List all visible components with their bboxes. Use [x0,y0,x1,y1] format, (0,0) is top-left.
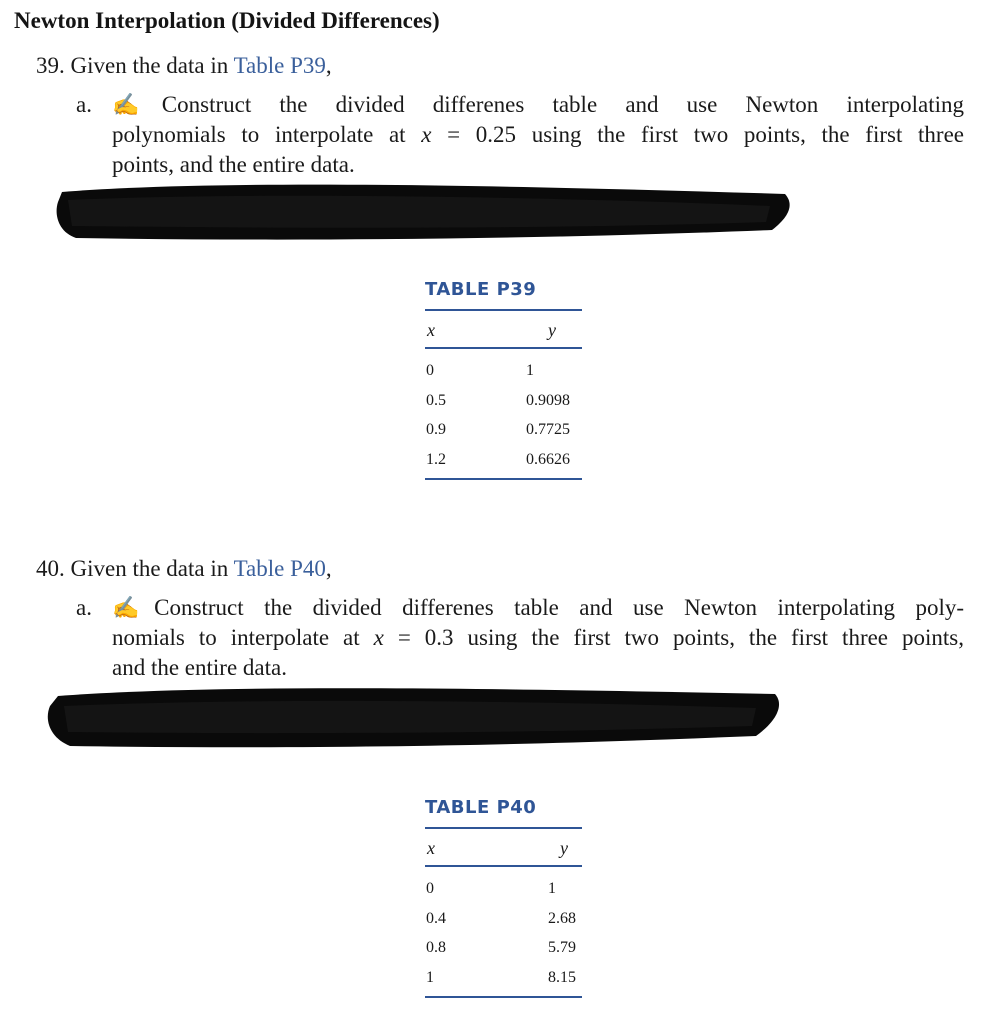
table-body [425,349,582,480]
problem-number: 40. [36,556,65,581]
table-p40 [425,797,582,998]
cell-y: 5.79 [548,939,576,956]
table-reference-link[interactable]: Table P40 [233,556,326,581]
cell-x: 0 [426,880,434,897]
part-a-line-2: polynomials to interpolate at x = 0.25 using the first two points, the first three [112,122,964,147]
column-header-y: y [560,838,568,858]
column-header-x: x [427,320,435,340]
cell-y: 8.15 [548,968,576,986]
table-p39 [425,279,582,480]
table-reference-link[interactable]: Table P39 [233,53,326,78]
column-header-y: y [548,320,556,340]
cell-x: 0.9 [426,421,446,438]
problem-number: 39. [36,53,65,78]
redaction-marker-scribble [50,178,795,248]
column-header-x: x [427,838,435,858]
table-header-row [425,311,582,349]
cell-x: 0 [426,362,434,379]
problem-intro-text: Given the data in [70,556,234,581]
math-equation-value: = 0.3 [383,625,468,650]
table-title: TABLE P40 [425,797,582,829]
problem-39-part-a [76,90,964,180]
cell-x: 1 [426,968,434,986]
part-a-line-3: and the entire data. [112,655,287,680]
table-row [425,356,582,386]
pen-icon: ✍ [112,595,155,620]
part-a-line-2: nomials to interpolate at x = 0.3 using the first two points, the first three points, [112,625,964,650]
part-label: a. [76,92,92,117]
table-row [425,904,582,934]
cell-x: 0.5 [426,391,446,409]
problem-40-intro: 40. Given the data in Table P40, [36,556,332,581]
pen-icon: ✍ [112,92,162,117]
table-row [425,963,582,993]
table-row [425,445,582,475]
cell-y: 1 [548,880,556,897]
part-a-line-3: points, and the entire data. [112,152,355,177]
table-header-row [425,829,582,867]
part-label: a. [76,595,92,620]
cell-y: 0.6626 [526,450,570,468]
math-equation-value: = 0.25 [431,122,532,147]
table-title: TABLE P39 [425,279,582,311]
table-body [425,867,582,998]
math-variable: x [421,122,432,147]
cell-y: 0.7725 [526,421,570,438]
cell-y: 2.68 [548,909,576,927]
cell-x: 1.2 [426,450,446,468]
cell-x: 0.8 [426,939,446,956]
section-title: Newton Interpolation (Divided Differences) [14,8,440,33]
problem-40-part-a [76,593,965,683]
math-variable: x [373,625,384,650]
part-a-line-1: ✍Construct the divided differenes table and use Newton interpolating [112,92,964,117]
problem-intro-text: Given the data in [70,53,234,78]
table-row [425,386,582,416]
table-row [425,874,582,904]
cell-y: 1 [526,362,534,379]
part-a-line-1: ✍Construct the divided differenes table and use Newton interpolating poly- [112,595,965,620]
redaction-marker-scribble [40,680,785,756]
table-row [425,415,582,445]
table-row [425,933,582,963]
cell-x: 0.4 [426,909,446,927]
problem-39-intro: 39. Given the data in Table P39, [36,53,332,78]
cell-y: 0.9098 [526,391,570,409]
